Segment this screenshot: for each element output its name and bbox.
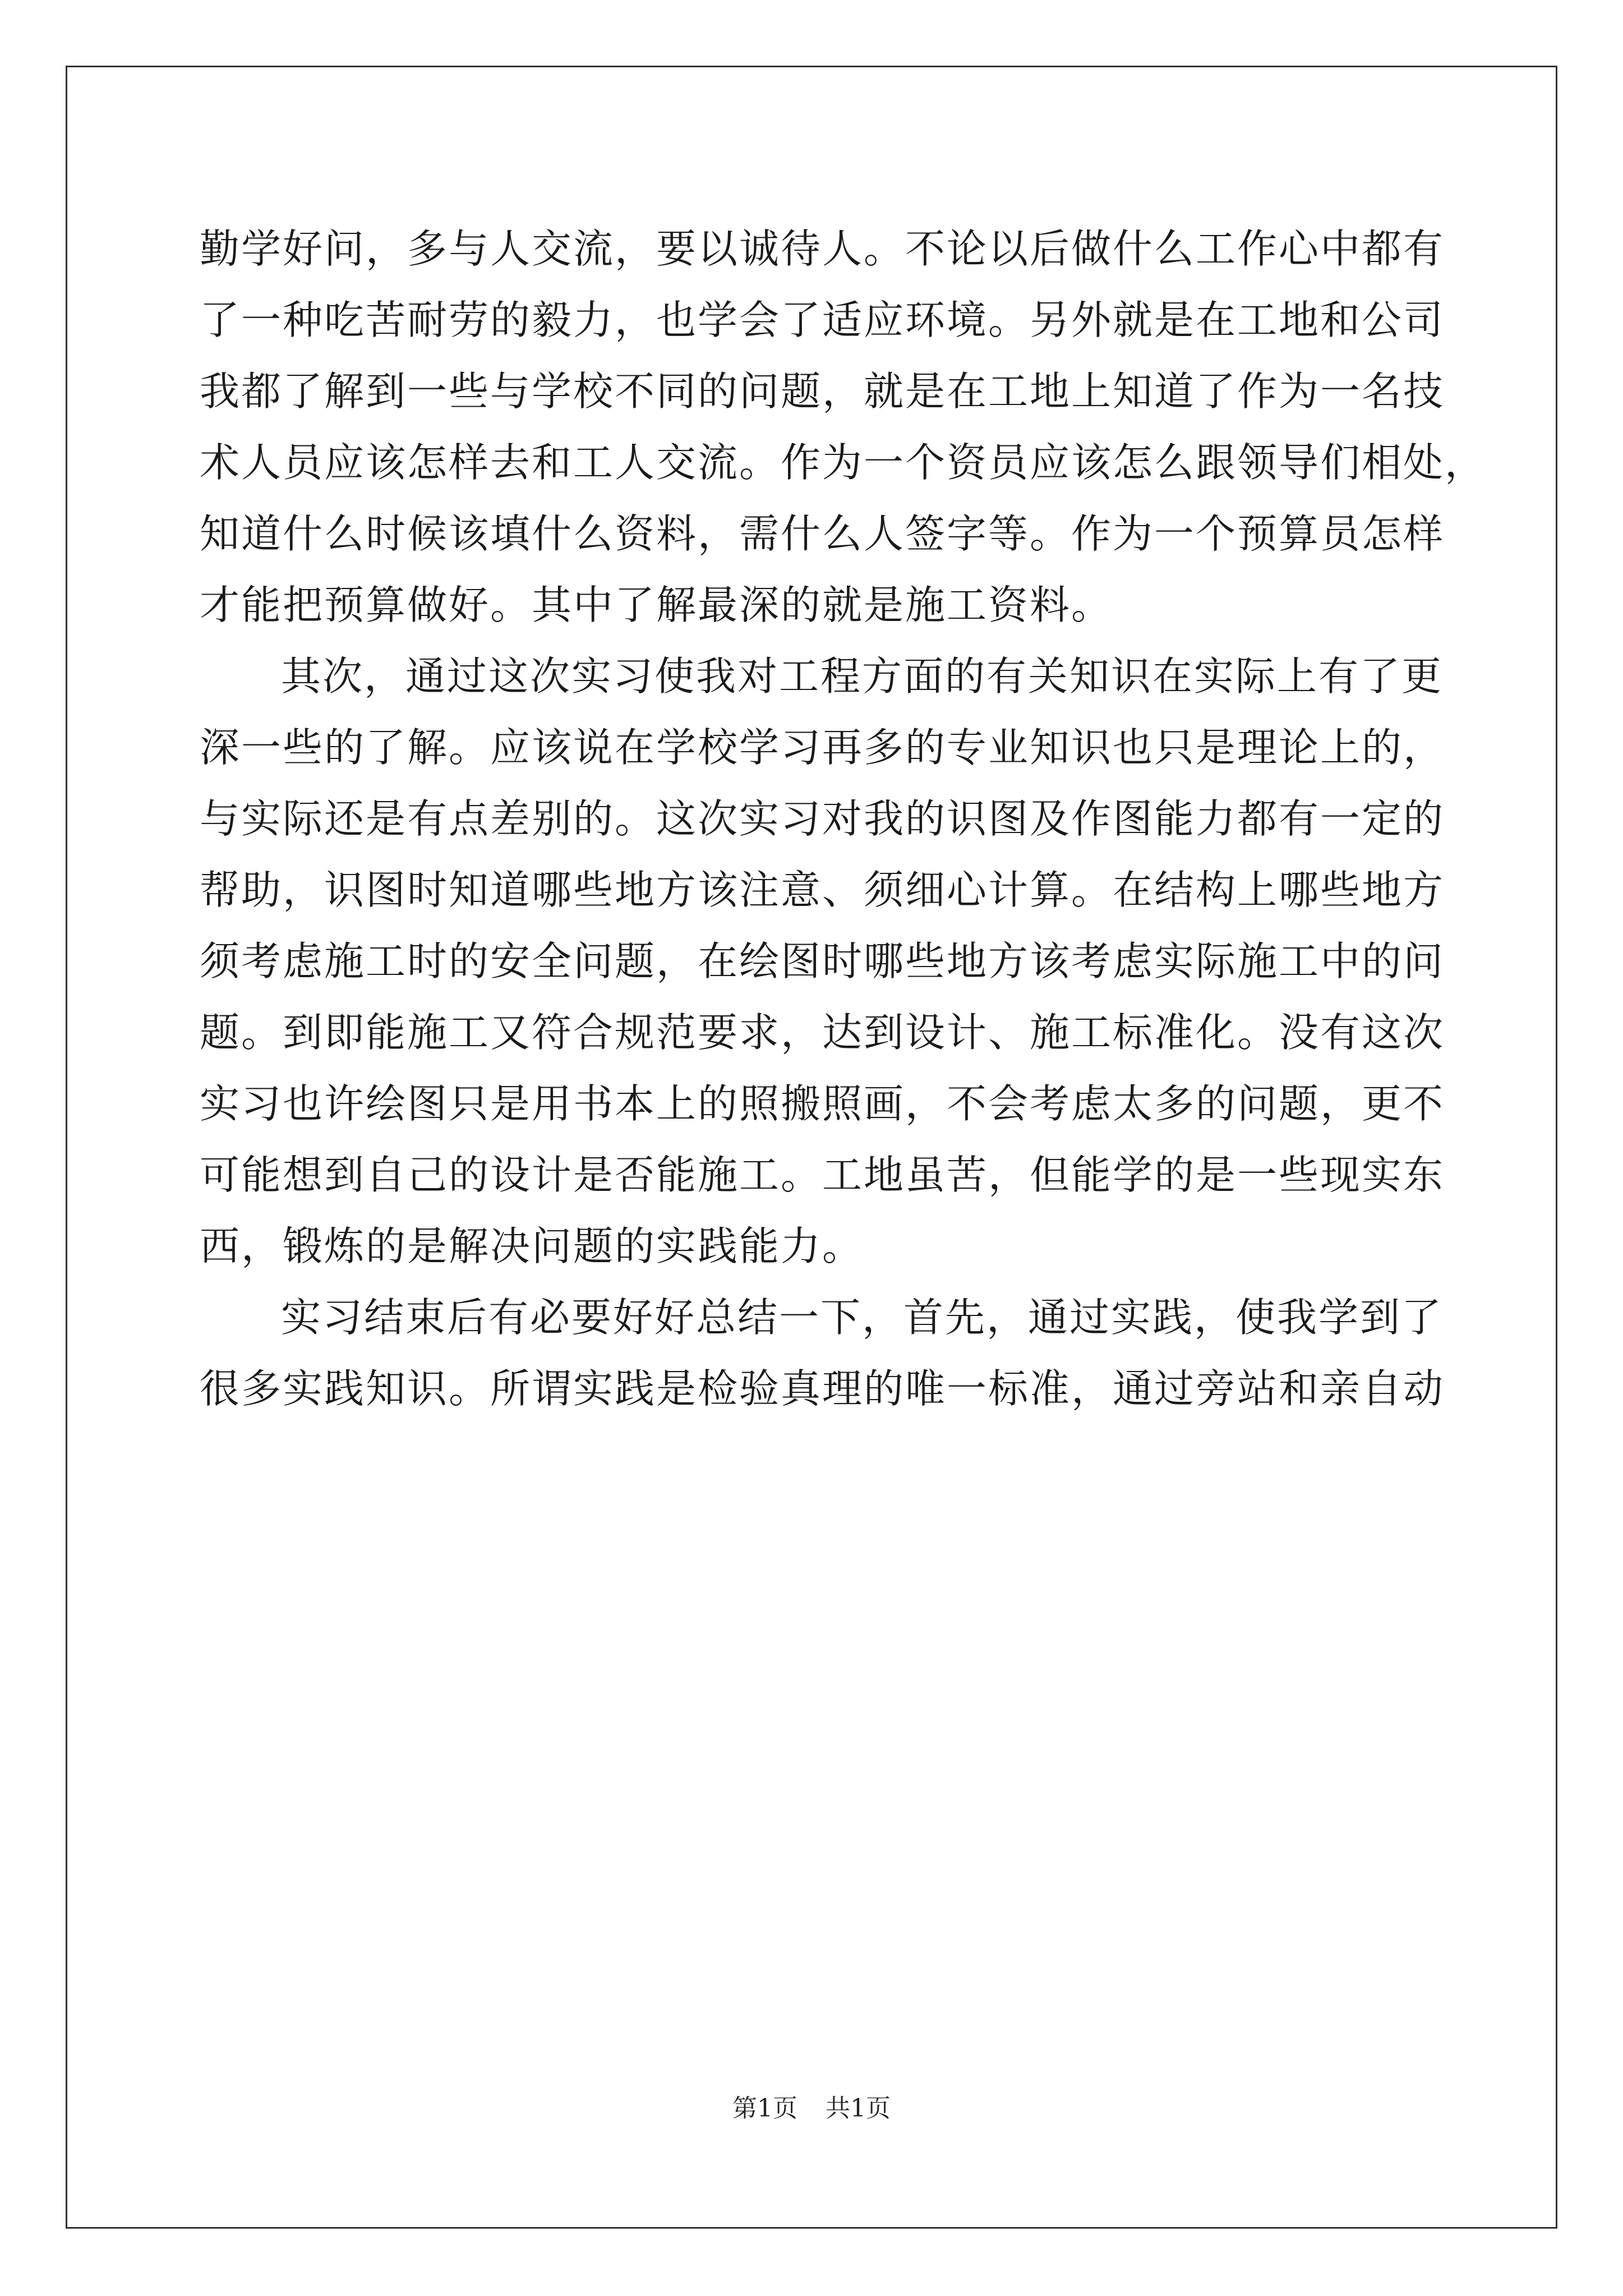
text-line: 术人员应该怎样去和工人交流。作为一个资员应该怎么跟领导们相处， [200, 439, 1487, 486]
text-line: 了一种吃苦耐劳的毅力，也学会了适应环境。另外就是在工地和公司 [200, 297, 1445, 343]
text-line: 帮助，识图时知道哪些地方该注意、须细心计算。在结构上哪些地方 [200, 867, 1445, 913]
text-line: 实习也许绘图只是用书本上的照搬照画，不会考虑太多的问题，更不 [200, 1080, 1445, 1127]
page-total: 共1页 [826, 2094, 891, 2123]
text-line: 知道什么时候该填什么资料，需什么人签字等。作为一个预算员怎样 [200, 510, 1445, 557]
text-line: 才能把预算做好。其中了解最深的就是施工资料。 [200, 582, 1113, 628]
text-line: 须考虑施工时的安全问题，在绘图时哪些地方该考虑实际施工中的问 [200, 938, 1445, 984]
text-line: 勤学好问，多与人交流，要以诚待人。不论以后做什么工作心中都有 [200, 226, 1445, 272]
page-number: 第1页 [732, 2094, 797, 2123]
paragraph-start-line: 其次，通过这次实习使我对工程方面的有关知识在实际上有了更 [281, 653, 1444, 700]
text-line: 我都了解到一些与学校不同的问题，就是在工地上知道了作为一名技 [200, 368, 1445, 415]
page-footer [0, 2088, 1623, 2124]
text-line: 题。到即能施工又符合规范要求，达到设计、施工标准化。没有这次 [200, 1009, 1445, 1056]
text-line: 很多实践知识。所谓实践是检验真理的唯一标准，通过旁站和亲自动 [200, 1365, 1445, 1412]
text-line: 深一些的了解。应该说在学校学习再多的专业知识也只是理论上的， [200, 724, 1445, 771]
paragraph-start-line: 实习结束后有必要好好总结一下，首先，通过实践，使我学到了 [281, 1294, 1444, 1341]
text-line: 可能想到自己的设计是否能施工。工地虽苦，但能学的是一些现实东 [200, 1152, 1445, 1198]
document-body [200, 213, 1487, 1424]
text-line: 与实际还是有点差别的。这次实习对我的识图及作图能力都有一定的 [200, 795, 1445, 842]
text-line: 西，锻炼的是解决问题的实践能力。 [200, 1223, 864, 1269]
